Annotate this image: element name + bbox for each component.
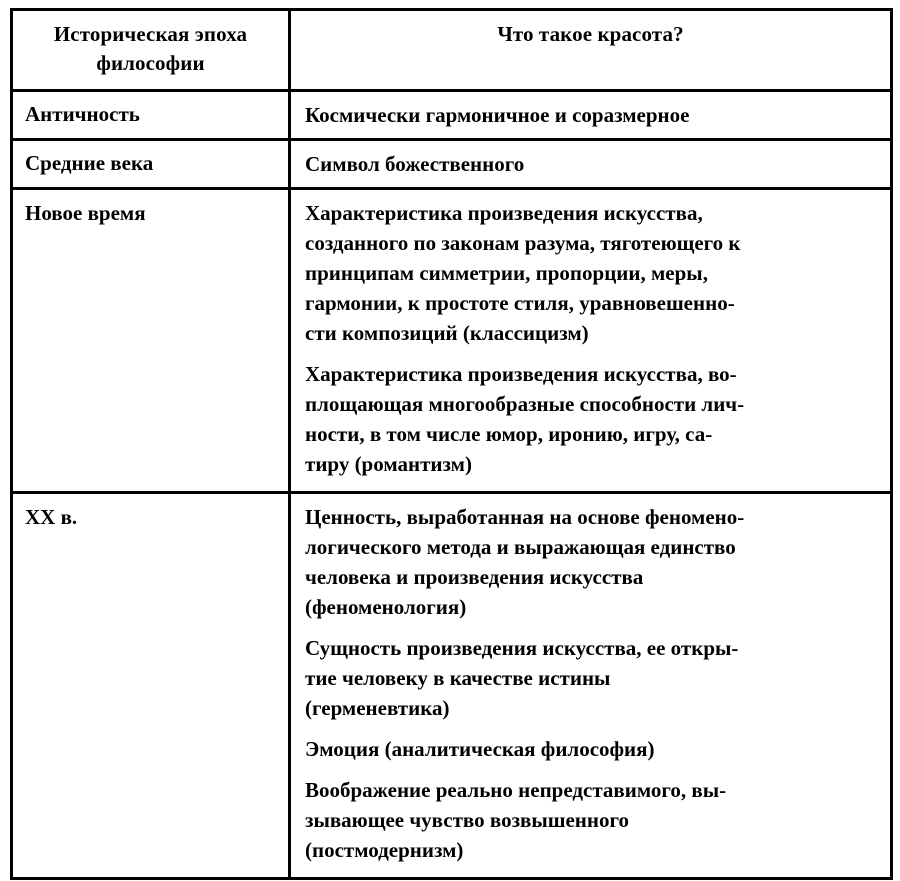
definition-cell <box>290 140 892 189</box>
definition-paragraph <box>305 149 882 179</box>
table-header-row <box>12 10 892 91</box>
definition-paragraph <box>305 734 882 764</box>
column-header-epoch <box>12 10 290 91</box>
column-header-epoch-line-1: Историческая эпоха <box>53 22 248 46</box>
column-header-definition-line-1: Что такое красота? <box>497 22 684 46</box>
definition-line: принципам симметрии, пропорции, меры, <box>305 261 708 285</box>
definition-paragraph <box>305 100 882 130</box>
epoch-label: XX в. <box>12 493 290 879</box>
table-row <box>12 140 892 189</box>
definition-cell <box>290 189 892 493</box>
definition-line: Символ божественного <box>305 152 525 176</box>
definition-line: гармонии, к простоте стиля, уравновешенно- <box>305 291 735 315</box>
definition-line: созданного по законам разума, тяготеющего к <box>305 231 741 255</box>
definition-line: тие человеку в качестве истины <box>305 666 611 690</box>
table-body <box>12 91 892 879</box>
philosophy-definitions-table <box>10 8 893 880</box>
definition-cell <box>290 493 892 879</box>
definition-cell <box>290 91 892 140</box>
epoch-label: Средние века <box>12 140 290 189</box>
definition-line: Ценность, выработанная на основе феномено- <box>305 505 745 529</box>
definition-line: (герменевтика) <box>305 696 450 720</box>
definition-line: логического метода и выражающая единство <box>305 535 736 559</box>
definition-line: (феноменология) <box>305 595 467 619</box>
definition-line: площающая многообразные способности лич- <box>305 392 745 416</box>
column-header-definition <box>290 10 892 91</box>
table-row <box>12 493 892 879</box>
column-header-epoch-line-2: философии <box>96 51 205 75</box>
definition-line: (постмодернизм) <box>305 838 464 862</box>
definition-paragraph <box>305 502 882 622</box>
definition-line: Характеристика произведения искусства, во- <box>305 362 737 386</box>
definition-line: ности, в том числе юмор, иронию, игру, са- <box>305 422 713 446</box>
definition-line: Воображение реально непредставимого, вы- <box>305 778 727 802</box>
definition-paragraph <box>305 198 882 348</box>
table-container <box>10 8 890 880</box>
definition-line: зывающее чувство возвышенного <box>305 808 630 832</box>
epoch-label: Античность <box>12 91 290 140</box>
table-row <box>12 189 892 493</box>
definition-line: Космически гармоничное и соразмерное <box>305 103 690 127</box>
epoch-label: Новое время <box>12 189 290 493</box>
definition-line: Сущность произведения искусства, ее откры- <box>305 636 739 660</box>
definition-paragraph <box>305 633 882 723</box>
definition-line: Характеристика произведения искусства, <box>305 201 703 225</box>
definition-line: тиру (романтизм) <box>305 452 472 476</box>
definition-paragraph <box>305 359 882 479</box>
definition-paragraph <box>305 775 882 865</box>
definition-line: человека и произведения искусства <box>305 565 644 589</box>
definition-line: сти композиций (классицизм) <box>305 321 589 345</box>
table-header <box>12 10 892 91</box>
definition-line: Эмоция (аналитическая философия) <box>305 737 655 761</box>
table-row <box>12 91 892 140</box>
